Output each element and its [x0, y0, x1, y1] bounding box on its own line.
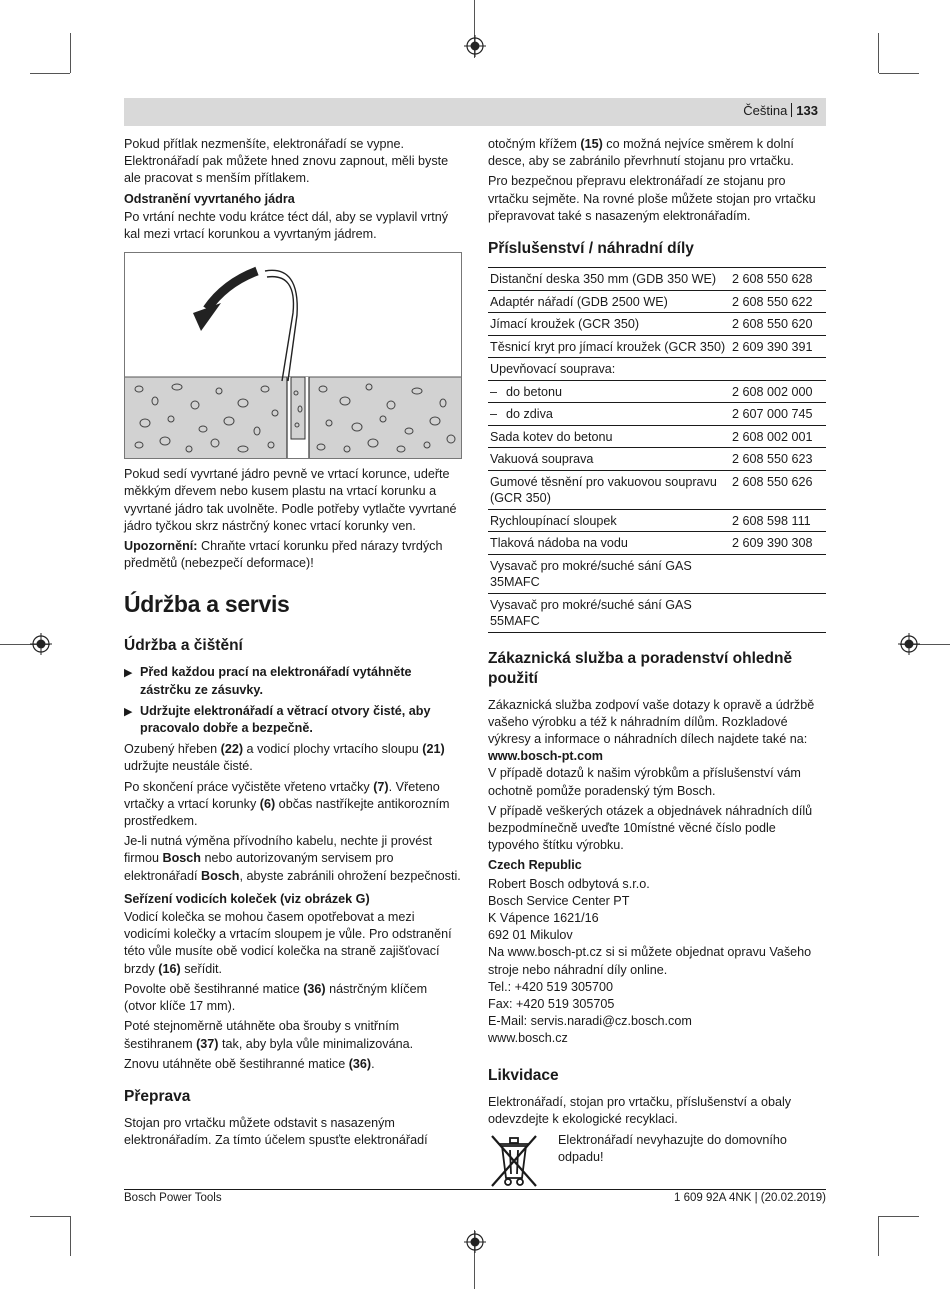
- part-number: 2 608 550 623: [730, 448, 826, 471]
- part-name-cell: [488, 335, 730, 358]
- country-label: Czech Republic: [488, 858, 582, 873]
- crop-mark: [878, 1216, 879, 1256]
- table-row: [488, 425, 826, 448]
- address-line: Na www.bosch-pt.cz si si můžete objednat opravu Vašeho stroje nebo náhradní díly online.: [488, 945, 812, 977]
- part-number: 2 609 390 391: [730, 335, 826, 358]
- table-row: [488, 268, 826, 291]
- bullet-text: Před každou prací na elektronářadí vytáhněte zástrčku ze zásuvky.: [140, 665, 412, 697]
- text-span: Je-li nutná výměna přívodního kabelu, nechte ji provést firmou: [124, 834, 433, 866]
- part-name-cell: [488, 554, 730, 593]
- text-span: Po skončení práce vyčistěte vřeteno vrtačky: [124, 779, 374, 794]
- part-ref: (37): [196, 1036, 219, 1051]
- part-number: 2 608 002 001: [730, 425, 826, 448]
- text-span: , abyste zabránili ohrožení bezpečnosti.: [239, 868, 461, 883]
- part-name-cell: [488, 268, 730, 291]
- part-ref: (6): [259, 796, 276, 811]
- part-name: Tlaková nádoba na vodu: [490, 536, 628, 551]
- crop-mark: [70, 1216, 71, 1256]
- list-dash: –: [490, 384, 498, 399]
- crossed-bin-icon: [488, 1132, 540, 1190]
- part-ref: (36): [303, 981, 326, 996]
- footer-rule: [124, 1189, 826, 1190]
- part-name: Vysavač pro mokré/suché sání GAS 55MAFC: [490, 597, 692, 629]
- guide-wheel-paragraph-2: [124, 981, 462, 1015]
- crop-mark: [879, 73, 919, 74]
- part-number: 2 609 390 308: [730, 532, 826, 555]
- part-number: 2 608 550 628: [730, 268, 826, 291]
- disposal-paragraph: Elektronářadí, stojan pro vrtačku, příslušenství a obaly odevzdejte k ekologické recyklaci.: [488, 1094, 792, 1126]
- service-url-link[interactable]: www.bosch-pt.com: [488, 749, 603, 764]
- part-name: do zdiva: [506, 407, 553, 422]
- service-paragraph-3: V případě veškerých otázek a objednávek náhradních dílů bezpodmínečně uveďte 10místné věcné číslo podle typového štítku výrobku.: [488, 803, 813, 853]
- part-name-cell: [488, 380, 730, 403]
- accessories-table: [488, 267, 826, 633]
- address-block: [488, 876, 826, 1048]
- text-span: Vodicí kolečka se mohou časem opotřebovat a mezi vodicími kolečky a vrtacím sloupem je vůle. Pro odstranění této vůle musíte obě vodicí kolečka na straně zajišťovací brzdy: [124, 910, 452, 976]
- text-span: nebo autorizovaným servisem pro elektronářadí: [124, 851, 394, 883]
- triangle-bullet-icon: ▶: [124, 705, 133, 718]
- crop-mark: [30, 1216, 70, 1217]
- part-name-cell: [488, 532, 730, 555]
- header-language: Čeština: [743, 103, 788, 118]
- part-ref: (15): [580, 137, 603, 151]
- part-name-cell: [488, 470, 730, 509]
- part-name: Sada kotev do betonu: [490, 429, 613, 444]
- brand-name: Bosch: [201, 868, 240, 883]
- accessories-heading: Příslušenství / náhradní díly: [488, 240, 694, 258]
- part-name-cell: [488, 425, 730, 448]
- notice-text: Chraňte vrtací korunku před nárazy tvrdých předmětů (nebezpečí deformace)!: [124, 539, 443, 571]
- text-span: .: [371, 1056, 375, 1071]
- part-ref: (36): [348, 1056, 372, 1071]
- text-span: Znovu utáhněte obě šestihranné matice: [124, 1056, 349, 1071]
- text-span: udržujte neustále čisté.: [124, 759, 253, 774]
- part-name-cell: [488, 448, 730, 471]
- bullet-item: [124, 664, 462, 698]
- part-name: do betonu: [506, 384, 563, 399]
- part-number: 2 607 000 745: [730, 403, 826, 426]
- transport-heading: Přeprava: [124, 1087, 191, 1105]
- service-paragraph-2: V případě dotazů k našim výrobkům a příslušenství vám ochotně pomůže poradenský tým Bosch.: [488, 766, 801, 798]
- page-header: [124, 98, 826, 126]
- part-name: Gumové těsnění pro vakuovou soupravu (GCR 350): [490, 474, 717, 506]
- header-text: [743, 103, 818, 118]
- part-number: 2 608 550 626: [730, 470, 826, 509]
- text-span: tak, aby byla vůle minimalizována.: [218, 1036, 414, 1051]
- text-span: co možná nejvíce směrem k dolní desce, aby se zabránilo převrhnutí stojanu pro vrtačku.: [488, 137, 794, 169]
- text-span: Ozubený hřeben: [124, 742, 221, 757]
- crop-mark: [70, 33, 71, 73]
- text-span: seřídit.: [180, 961, 222, 976]
- table-row: [488, 509, 826, 532]
- bullet-item: [124, 703, 462, 737]
- service-paragraph-1: Zákaznická služba zodpoví vaše dotazy k opravě a údržbě vašeho výrobku a též k náhradním dílům. Rozkladové výkresy a informace o náhradních dílech najdete také na:: [488, 697, 815, 746]
- table-row: [488, 380, 826, 403]
- guide-wheel-paragraph-3: [124, 1018, 462, 1052]
- part-name: Vysavač pro mokré/suché sání GAS 35MAFC: [490, 558, 692, 590]
- notice-paragraph: [124, 538, 462, 572]
- part-name: Distanční deska 350 mm (GDB 350 WE): [490, 272, 717, 287]
- core-removal-text-2: Pokud sedí vyvrtané jádro pevně ve vrtací korunce, udeřte měkkým dřevem nebo kusem plastu na vrtací korunku a vyvrtané jádro tak uvolněte. Podle potřeby vytlačte vyvrtané jádro tyčkou skrz nástrčný konec vrtací korunky ven.: [124, 467, 457, 533]
- text-span: občas nastříkejte antikorozním prostředkem.: [124, 796, 450, 829]
- part-ref: (16): [158, 961, 181, 976]
- cleaning-paragraph-2: [124, 779, 462, 831]
- registration-mark-icon: [464, 1231, 486, 1253]
- guide-wheel-paragraph-1: [124, 909, 462, 978]
- customer-service-heading: Zákaznická služba a poradenství ohledně použití: [488, 649, 793, 687]
- part-name: Vakuová souprava: [490, 452, 594, 467]
- part-name: Jímací kroužek (GCR 350): [490, 317, 640, 332]
- part-number: [730, 554, 826, 593]
- drill-core-illustration: [125, 253, 461, 458]
- brand-name: Bosch: [162, 851, 201, 866]
- address-line: Robert Bosch odbytová s.r.o.: [488, 876, 650, 891]
- registration-mark-icon: [30, 633, 52, 655]
- text-span: Poté stejnoměrně utáhněte oba šrouby s vnitřním šestihranem: [124, 1019, 400, 1051]
- guide-wheel-heading: Seřízení vodicích koleček (viz obrázek G): [124, 891, 370, 906]
- address-line: Bosch Service Center PT: [488, 893, 630, 908]
- core-removal-text: Po vrtání nechte vodu krátce téct dál, aby se vyplavil vrtný kal mezi vrtací korunkou a vyvrtaným jádrem.: [124, 209, 449, 242]
- table-row: [488, 358, 826, 381]
- table-row: [488, 470, 826, 509]
- address-line: 692 01 Mikulov: [488, 928, 573, 943]
- crop-mark: [30, 73, 70, 74]
- part-number: 2 608 002 000: [730, 380, 826, 403]
- text-span: a vodicí plochy vrtacího sloupu: [243, 742, 423, 757]
- page-number: 133: [796, 103, 818, 118]
- part-name-cell: [488, 358, 730, 381]
- website-link[interactable]: www.bosch.cz: [488, 1031, 568, 1046]
- part-name: Rychloupínací sloupek: [490, 513, 617, 528]
- crop-mark: [879, 1216, 919, 1217]
- part-name-cell: [488, 290, 730, 313]
- table-row: [488, 593, 826, 632]
- part-ref: (7): [373, 779, 389, 794]
- text-span: Povolte obě šestihranné matice: [124, 981, 304, 996]
- table-row: [488, 532, 826, 555]
- part-name-cell: [488, 593, 730, 632]
- bullet-text: Udržujte elektronářadí a větrací otvory čisté, aby pracovalo dobře a bezpečně.: [140, 703, 431, 736]
- footer-doc-number: 1 609 92A 4NK | (20.02.2019): [674, 1192, 826, 1204]
- part-number: 2 608 598 111: [730, 509, 826, 532]
- cleaning-paragraph-1: [124, 741, 462, 775]
- footer-brand: Bosch Power Tools: [124, 1192, 222, 1204]
- guide-wheel-paragraph-4: [124, 1056, 462, 1073]
- table-row: [488, 403, 826, 426]
- table-row: [488, 448, 826, 471]
- right-column: [488, 136, 826, 1190]
- list-dash: –: [490, 407, 498, 422]
- part-number: [730, 593, 826, 632]
- cleaning-heading: Údržba a čištění: [124, 637, 243, 655]
- part-ref: (22): [220, 742, 244, 757]
- cleaning-paragraph-3: [124, 833, 462, 885]
- phone-line: Tel.: +420 519 305700: [488, 979, 613, 994]
- notice-label: Upozornění:: [124, 539, 198, 554]
- email-line[interactable]: E-Mail: servis.naradi@cz.bosch.com: [488, 1014, 692, 1029]
- left-column: [124, 136, 462, 1152]
- table-row: [488, 290, 826, 313]
- part-name: Adaptér nářadí (GDB 2500 WE): [490, 294, 668, 309]
- address-line: K Vápence 1621/16: [488, 910, 599, 925]
- transport-text: Stojan pro vrtačku můžete odstavit s nasazeným elektronářadím. Za tímto účelem spusťte elektronářadí: [124, 1115, 428, 1148]
- triangle-bullet-icon: ▶: [124, 667, 133, 680]
- disposal-warning-text: Elektronářadí nevyhazujte do domovního odpadu!: [558, 1132, 787, 1165]
- text-span: otočným křížem: [488, 137, 581, 151]
- part-number: 2 608 550 622: [730, 290, 826, 313]
- part-name: Těsnicí kryt pro jímací kroužek (GCR 350): [490, 339, 726, 354]
- part-number: 2 608 550 620: [730, 313, 826, 336]
- part-name-cell: [488, 313, 730, 336]
- part-number: [730, 358, 826, 381]
- crop-mark: [878, 33, 879, 73]
- core-removal-heading: Odstranění vyvrtaného jádra: [124, 191, 295, 206]
- text-span: . Vřeteno vrtačky a vrtací korunky: [124, 779, 440, 811]
- table-row: [488, 335, 826, 358]
- registration-mark-icon: [898, 633, 920, 655]
- transport-paragraph-2: Pro bezpečnou přepravu elektronářadí ze stojanu pro vrtačku sejměte. Na rovné ploše můžete stojan pro vrtačku přepravovat také s nasazeným elektronářadím.: [488, 174, 816, 223]
- maintenance-title: Údržba a servis: [124, 591, 290, 618]
- transport-continued: [488, 136, 826, 170]
- table-row: [488, 313, 826, 336]
- part-name-cell: [488, 403, 730, 426]
- registration-mark-icon: [464, 35, 486, 57]
- fax-line: Fax: +420 519 305705: [488, 996, 615, 1011]
- disposal-heading: Likvidace: [488, 1066, 559, 1084]
- intro-paragraph: Pokud přítlak nezmenšíte, elektronářadí se vypne. Elektronářadí pak můžete hned znovu zapnout, měli byste ale pracovat s menším přítlakem.: [124, 137, 449, 186]
- table-row: [488, 554, 826, 593]
- part-name-cell: [488, 509, 730, 532]
- text-span: nástrčným klíčem (otvor klíče 17 mm).: [124, 981, 428, 1014]
- part-ref: (21): [422, 742, 445, 757]
- part-name: Upevňovací souprava:: [490, 362, 616, 377]
- disposal-notice: [488, 1132, 826, 1190]
- core-removal-figure: [124, 252, 462, 459]
